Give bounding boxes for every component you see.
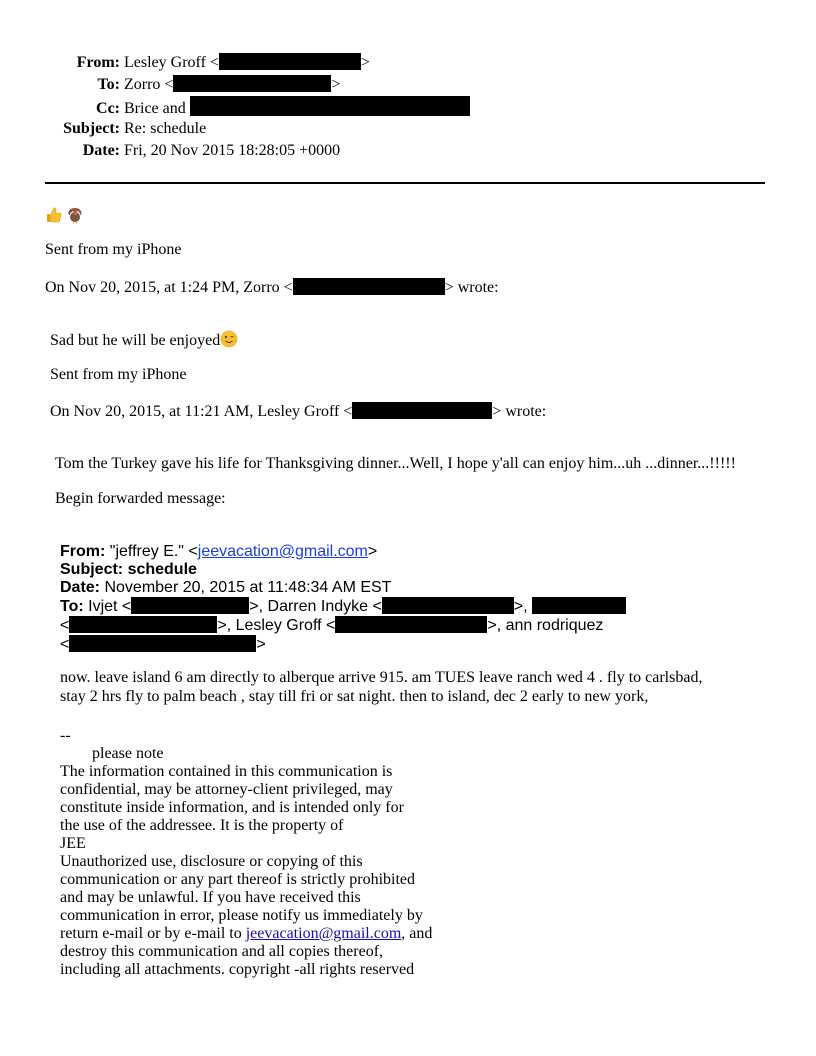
quoted-intro-2 xyxy=(50,402,546,421)
disclaimer-email-link[interactable]: jeevacation@gmail.com xyxy=(245,925,402,942)
forwarded-to-part: > xyxy=(256,636,266,653)
disclaimer-line: including all attachments. copyright -all rights reserved xyxy=(60,961,415,978)
disclaimer-line: communication or any part thereof is strictly prohibited xyxy=(60,871,416,888)
redaction-bar xyxy=(190,96,470,116)
disclaimer-line: communication in error, please notify us immediately by xyxy=(60,907,423,924)
disclaimer-line: JEE xyxy=(60,835,86,852)
disclaimer-line: and may be unlawful. If you have received this xyxy=(60,889,361,906)
forwarded-to-label: To: xyxy=(60,598,84,615)
forwarded-to-part: >, ann rodriquez xyxy=(487,617,604,634)
winking-face-icon xyxy=(220,330,238,348)
redaction-bar xyxy=(352,402,492,419)
forwarded-body xyxy=(60,668,702,706)
quoted-message-2: Tom the Turkey gave his life for Thanksgiving dinner...Well, I hope y'all can enjoy him...uh ...dinner...!!!!! xyxy=(55,455,736,472)
disclaimer-line: the use of the addressee. It is the property of xyxy=(60,817,344,834)
header-divider xyxy=(45,182,765,184)
forwarded-to-part: < xyxy=(60,617,70,634)
forwarded-from-end: > xyxy=(367,543,378,560)
turkey-icon xyxy=(66,206,84,224)
forwarded-to-part: < xyxy=(60,636,70,653)
header-subject-row xyxy=(40,118,206,140)
forwarded-from-label: From: xyxy=(60,543,106,560)
header-from-value: Lesley Groff < xyxy=(124,54,219,71)
header-date-row xyxy=(40,140,340,162)
redaction-bar xyxy=(69,616,217,633)
redaction-bar xyxy=(382,597,514,614)
forwarded-to-part: >, Darren Indyke < xyxy=(249,598,382,615)
disclaimer-line: Unauthorized use, disclosure or copying of this xyxy=(60,853,363,870)
body-line: stay 2 hrs fly to palm beach , stay till fri or sat night. then to island, dec 2 early to new york, xyxy=(60,688,649,705)
disclaimer-line: The information contained in this communication is xyxy=(60,763,393,780)
header-cc-value: Brice and xyxy=(124,100,186,117)
forwarded-date-row xyxy=(60,579,626,597)
header-to-end: > xyxy=(331,76,341,93)
quote-intro-start: On Nov 20, 2015, at 1:24 PM, Zorro < xyxy=(45,279,293,296)
signature-separator: -- xyxy=(60,727,71,744)
header-cc-row xyxy=(40,96,470,120)
disclaimer-return-line xyxy=(60,925,432,943)
disclaimer-return-end: , and xyxy=(401,925,433,942)
header-from-row xyxy=(40,52,370,74)
disclaimer-line: constitute inside information, and is intended only for xyxy=(60,799,404,816)
quoted-sent-from-iphone: Sent from my iPhone xyxy=(50,366,187,383)
redaction-bar xyxy=(219,53,361,70)
begin-forwarded-label: Begin forwarded message: xyxy=(55,490,226,507)
header-to-value: Zorro < xyxy=(124,76,174,93)
quote-intro xyxy=(45,278,499,297)
quoted-intro-start: On Nov 20, 2015, at 11:21 AM, Lesley Groff < xyxy=(50,403,353,420)
forwarded-to-row-3 xyxy=(60,635,626,654)
disclaimer-line: confidential, may be attorney-client privileged, may xyxy=(60,781,393,798)
forwarded-header xyxy=(60,543,626,654)
thumbs-up-icon xyxy=(45,206,63,224)
forwarded-to-part: Ivjet < xyxy=(88,598,132,615)
quoted-text: Sad but he will be enjoyed xyxy=(50,332,221,349)
redaction-bar xyxy=(131,597,249,614)
forwarded-to-part: >, xyxy=(513,598,528,615)
header-date-label: Date: xyxy=(82,142,120,159)
disclaimer-note: please note xyxy=(92,745,164,762)
quoted-message-1 xyxy=(50,330,238,350)
body-line: now. leave island 6 am directly to alberque arrive 915. am TUES leave ranch wed 4 . fly to carlsbad, xyxy=(60,669,703,686)
header-to-row xyxy=(40,74,340,96)
disclaimer-line: destroy this communication and all copies thereof, xyxy=(60,943,384,960)
forwarded-from-email-link[interactable]: jeevacation@gmail.com xyxy=(197,543,368,560)
forwarded-to-row xyxy=(60,597,626,616)
forwarded-subject-row xyxy=(60,561,626,579)
header-to-label: To: xyxy=(97,76,120,93)
redaction-bar xyxy=(293,278,445,295)
disclaimer-return-start: return e-mail or by e-mail to xyxy=(60,925,246,942)
forwarded-from-name: "jeffrey E." < xyxy=(109,543,198,560)
forwarded-to-row-2 xyxy=(60,616,626,635)
header-from-end: > xyxy=(360,54,370,71)
forwarded-date-label: Date: xyxy=(60,579,101,596)
sent-from-iphone: Sent from my iPhone xyxy=(45,241,182,258)
forwarded-date-value: November 20, 2015 at 11:48:34 AM EST xyxy=(104,579,392,596)
forwarded-from-row xyxy=(60,543,626,561)
header-date-value: Fri, 20 Nov 2015 18:28:05 +0000 xyxy=(124,142,341,159)
quoted-intro-end: > wrote: xyxy=(492,403,547,420)
header-subject-label: Subject: xyxy=(63,120,120,137)
header-cc-label: Cc: xyxy=(96,100,120,117)
redaction-bar xyxy=(173,75,331,92)
forwarded-to-part: >, Lesley Groff < xyxy=(217,617,336,634)
forwarded-subject: Subject: schedule xyxy=(60,561,197,578)
header-subject-value: Re: schedule xyxy=(124,120,207,137)
header-from-label: From: xyxy=(76,54,120,71)
quote-intro-end: > wrote: xyxy=(444,279,499,296)
redaction-bar xyxy=(532,597,626,614)
redaction-bar xyxy=(69,635,256,652)
redaction-bar xyxy=(335,616,487,633)
disclaimer xyxy=(60,727,432,979)
